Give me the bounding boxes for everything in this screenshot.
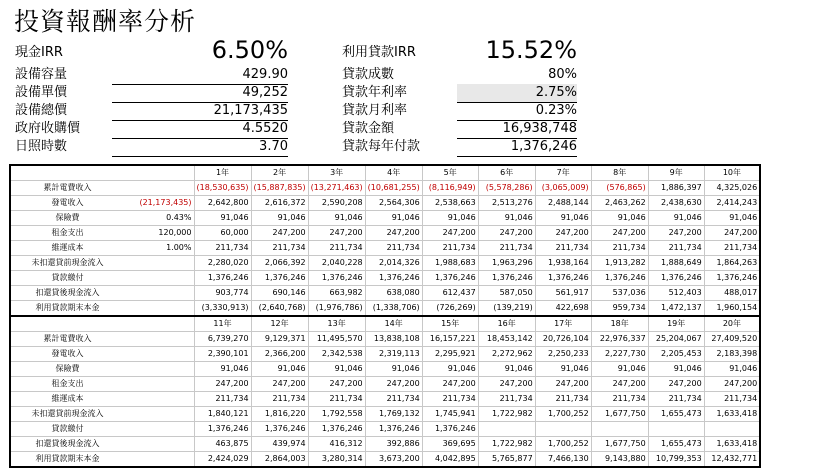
year-header: 14年	[365, 316, 422, 332]
table-cell: (13,271,463)	[308, 181, 365, 196]
table-cell: 7,466,130	[535, 452, 591, 468]
table-cell: 1,722,982	[478, 407, 535, 422]
table-cell: 211,734	[704, 392, 760, 407]
table-cell: 22,976,337	[591, 332, 648, 347]
table-row	[10, 226, 760, 241]
table-cell: 1,376,246	[422, 422, 478, 437]
table-cell: 1,840,121	[194, 407, 251, 422]
summary-value: 1,376,246	[457, 138, 577, 157]
table-row	[10, 271, 760, 286]
right-summary-row	[342, 84, 582, 102]
table-cell: 1,376,246	[591, 271, 648, 286]
table-cell: 1,722,982	[478, 437, 535, 452]
row-label: 保險費	[10, 362, 124, 377]
table-cell: 247,200	[308, 226, 365, 241]
table-cell: 2,066,392	[251, 256, 308, 271]
table-cell: 1,988,683	[422, 256, 478, 271]
table-cell: 211,734	[478, 392, 535, 407]
table-cell: 91,046	[478, 211, 535, 226]
year-header: 4年	[365, 165, 422, 181]
table-cell: 2,590,208	[308, 196, 365, 211]
table-cell: 1,376,246	[251, 422, 308, 437]
table-row	[10, 362, 760, 377]
table-cell: 1,913,282	[591, 256, 648, 271]
row-label: 保險費	[10, 211, 124, 226]
year-header: 3年	[308, 165, 365, 181]
table-cell: 211,734	[591, 392, 648, 407]
table-cell	[704, 422, 760, 437]
table-cell: (3,330,913)	[194, 301, 251, 317]
table-cell: 91,046	[422, 211, 478, 226]
summary-value: 16,938,748	[457, 120, 577, 139]
table-cell: 247,200	[251, 226, 308, 241]
summary-value: 6.50%	[211, 36, 288, 64]
table-cell: 1,769,132	[365, 407, 422, 422]
page-title: 投資報酬率分析	[14, 7, 197, 36]
table-cell: 2,040,228	[308, 256, 365, 271]
table-cell: 1,655,473	[648, 437, 704, 452]
table-cell: 6,739,270	[194, 332, 251, 347]
table-cell: 2,014,326	[365, 256, 422, 271]
table-cell: 1,864,263	[704, 256, 760, 271]
year-header-row	[10, 316, 760, 332]
table-cell: (1,338,706)	[365, 301, 422, 317]
table-row	[10, 301, 760, 317]
summary-label: 貸款每年付款	[342, 139, 421, 154]
table-cell	[648, 422, 704, 437]
table-cell: 1,816,220	[251, 407, 308, 422]
table-cell: 247,200	[648, 377, 704, 392]
row-label: 利用貸款期末本金	[10, 452, 124, 468]
table-cell: 247,200	[422, 377, 478, 392]
year-header: 15年	[422, 316, 478, 332]
row-param	[124, 181, 194, 196]
table-cell: 247,200	[478, 226, 535, 241]
row-label: 發電收入	[10, 347, 124, 362]
table-row	[10, 347, 760, 362]
left-summary-row	[15, 84, 335, 102]
table-cell: 211,734	[251, 392, 308, 407]
row-param: (21,173,435)	[124, 196, 194, 211]
summary-value: 80%	[457, 66, 577, 85]
table-cell: 211,734	[422, 241, 478, 256]
table-cell: (726,269)	[422, 301, 478, 317]
year-header: 11年	[194, 316, 251, 332]
table-cell: 91,046	[251, 362, 308, 377]
table-cell: 211,734	[194, 241, 251, 256]
summary-value: 0.23%	[457, 102, 577, 121]
table-cell: 211,734	[591, 241, 648, 256]
table-cell: 2,438,630	[648, 196, 704, 211]
summary-value: 4.5520	[112, 120, 288, 139]
header-blank	[124, 316, 194, 332]
row-param	[124, 286, 194, 301]
table-cell: 2,272,962	[478, 347, 535, 362]
table-cell: 91,046	[704, 211, 760, 226]
row-param	[124, 271, 194, 286]
row-label: 貸款繳付	[10, 422, 124, 437]
table-cell: 91,046	[478, 362, 535, 377]
table-cell: 91,046	[648, 362, 704, 377]
table-cell: 1,376,246	[194, 422, 251, 437]
table-cell: 91,046	[365, 211, 422, 226]
table-cell: 1,472,137	[648, 301, 704, 317]
row-param	[124, 437, 194, 452]
summary-label: 政府收購價	[15, 121, 81, 136]
row-param	[124, 452, 194, 468]
table-cell: 91,046	[422, 362, 478, 377]
table-cell: 91,046	[308, 362, 365, 377]
table-cell: 2,280,020	[194, 256, 251, 271]
table-cell: 1,376,246	[365, 422, 422, 437]
table-cell: 2,183,398	[704, 347, 760, 362]
row-label: 累計電費收入	[10, 332, 124, 347]
table-cell	[478, 422, 535, 437]
table-cell: 247,200	[535, 377, 591, 392]
row-label: 維運成本	[10, 392, 124, 407]
table-cell: 1,376,246	[365, 271, 422, 286]
header-blank	[10, 316, 124, 332]
row-label: 扣還貸後現金流入	[10, 437, 124, 452]
table-cell: 1,677,750	[591, 407, 648, 422]
year-header: 17年	[535, 316, 591, 332]
table-cell: 488,017	[704, 286, 760, 301]
table-cell: 247,200	[704, 226, 760, 241]
table-cell: 3,673,200	[365, 452, 422, 468]
table-cell: 2,424,029	[194, 452, 251, 468]
table-cell: 369,695	[422, 437, 478, 452]
summary-value: 15.52%	[485, 36, 577, 64]
table-cell: (10,681,255)	[365, 181, 422, 196]
table-cell: 211,734	[308, 392, 365, 407]
table-row	[10, 211, 760, 226]
table-cell: 18,453,142	[478, 332, 535, 347]
table-cell: 91,046	[535, 211, 591, 226]
summary-value: 49,252	[112, 84, 288, 103]
table-cell: 211,734	[194, 392, 251, 407]
table-cell: 2,366,200	[251, 347, 308, 362]
table-cell: 1,633,418	[704, 407, 760, 422]
table-cell: 1,886,397	[648, 181, 704, 196]
year-header: 2年	[251, 165, 308, 181]
table-row	[10, 437, 760, 452]
table-row	[10, 407, 760, 422]
table-cell: 903,774	[194, 286, 251, 301]
table-cell: (576,865)	[591, 181, 648, 196]
table-cell: (18,530,635)	[194, 181, 251, 196]
table-row	[10, 392, 760, 407]
table-row	[10, 377, 760, 392]
year-header: 18年	[591, 316, 648, 332]
table-cell: 9,143,880	[591, 452, 648, 468]
row-param: 0.43%	[124, 211, 194, 226]
table-cell: 2,864,003	[251, 452, 308, 468]
row-param	[124, 422, 194, 437]
row-param: 1.00%	[124, 241, 194, 256]
row-param	[124, 362, 194, 377]
summary-label: 設備總價	[15, 103, 68, 118]
table-cell: 537,036	[591, 286, 648, 301]
right-summary-row	[342, 66, 582, 84]
table-cell: 20,726,104	[535, 332, 591, 347]
table-cell: 2,342,538	[308, 347, 365, 362]
table-cell: 91,046	[648, 211, 704, 226]
row-label: 未扣還貸前現金流入	[10, 407, 124, 422]
table-cell: 1,376,246	[535, 271, 591, 286]
row-param	[124, 377, 194, 392]
table-cell: 1,700,252	[535, 407, 591, 422]
table-cell: 463,875	[194, 437, 251, 452]
summary-label: 貸款年利率	[342, 85, 408, 100]
year-header: 16年	[478, 316, 535, 332]
year-header: 10年	[704, 165, 760, 181]
table-cell: 247,200	[308, 377, 365, 392]
table-cell: (3,065,009)	[535, 181, 591, 196]
table-cell: 25,204,067	[648, 332, 704, 347]
table-cell: 439,974	[251, 437, 308, 452]
table-cell: 2,205,453	[648, 347, 704, 362]
table-cell: 2,227,730	[591, 347, 648, 362]
table-cell: 91,046	[308, 211, 365, 226]
table-cell: 211,734	[704, 241, 760, 256]
year-header: 7年	[535, 165, 591, 181]
table-cell: 211,734	[365, 392, 422, 407]
table-cell: 2,538,663	[422, 196, 478, 211]
summary-label: 貸款月利率	[342, 103, 408, 118]
table-cell: 612,437	[422, 286, 478, 301]
table-row	[10, 181, 760, 196]
year-header: 6年	[478, 165, 535, 181]
table-cell: 1,888,649	[648, 256, 704, 271]
table-cell: 2,642,800	[194, 196, 251, 211]
row-label: 租金支出	[10, 226, 124, 241]
year-header-row	[10, 165, 760, 181]
table-cell: 3,280,314	[308, 452, 365, 468]
row-param	[124, 392, 194, 407]
year-header: 19年	[648, 316, 704, 332]
table-cell: 13,838,108	[365, 332, 422, 347]
table-cell: 9,129,371	[251, 332, 308, 347]
right-summary-row	[342, 102, 582, 120]
year-header: 8年	[591, 165, 648, 181]
table-cell: 663,982	[308, 286, 365, 301]
year-header: 1年	[194, 165, 251, 181]
table-cell: 2,488,144	[535, 196, 591, 211]
table-cell: 247,200	[591, 377, 648, 392]
table-cell: 1,376,246	[422, 271, 478, 286]
table-cell: 1,960,154	[704, 301, 760, 317]
table-cell: 638,080	[365, 286, 422, 301]
table-cell: 211,734	[535, 241, 591, 256]
row-param	[124, 332, 194, 347]
table-cell: 10,799,353	[648, 452, 704, 468]
summary-value: 2.75%	[457, 84, 577, 103]
header-blank	[124, 165, 194, 181]
table-cell: 2,390,101	[194, 347, 251, 362]
table-cell: 4,042,895	[422, 452, 478, 468]
table-cell: 1,376,246	[308, 271, 365, 286]
right-summary-row	[342, 120, 582, 138]
table-cell: 2,564,306	[365, 196, 422, 211]
table-cell: 211,734	[251, 241, 308, 256]
table-row	[10, 286, 760, 301]
table-cell: 1,655,473	[648, 407, 704, 422]
table-cell: 561,917	[535, 286, 591, 301]
table-cell: 416,312	[308, 437, 365, 452]
table-cell: 91,046	[591, 211, 648, 226]
table-cell: 211,734	[365, 241, 422, 256]
summary-label: 利用貸款IRR	[342, 45, 416, 60]
table-cell: 1,700,252	[535, 437, 591, 452]
table-cell: 91,046	[591, 362, 648, 377]
table-cell: 1,792,558	[308, 407, 365, 422]
table-cell: (139,219)	[478, 301, 535, 317]
table-cell: 247,200	[251, 377, 308, 392]
year-header: 5年	[422, 165, 478, 181]
table-cell: 1,633,418	[704, 437, 760, 452]
table-cell: 91,046	[704, 362, 760, 377]
table-cell: 2,250,233	[535, 347, 591, 362]
summary-value: 21,173,435	[112, 102, 288, 121]
table-cell: 1,938,164	[535, 256, 591, 271]
row-param: 120,000	[124, 226, 194, 241]
table-row	[10, 332, 760, 347]
header-blank	[10, 165, 124, 181]
row-param	[124, 347, 194, 362]
table-cell: 60,000	[194, 226, 251, 241]
table-cell: 211,734	[422, 392, 478, 407]
table-cell: 91,046	[365, 362, 422, 377]
table-row	[10, 422, 760, 437]
table-cell: 5,765,877	[478, 452, 535, 468]
table-cell: 211,734	[478, 241, 535, 256]
table-cell: 247,200	[194, 377, 251, 392]
summary-label: 貸款成數	[342, 67, 395, 82]
table-cell: 247,200	[422, 226, 478, 241]
table-cell: (2,640,768)	[251, 301, 308, 317]
table-cell: 211,734	[535, 392, 591, 407]
table-cell: 2,463,262	[591, 196, 648, 211]
table-cell: 2,513,276	[478, 196, 535, 211]
table-cell: 91,046	[251, 211, 308, 226]
row-label: 發電收入	[10, 196, 124, 211]
table-cell: 91,046	[535, 362, 591, 377]
table-cell: 247,200	[365, 377, 422, 392]
table-cell: 4,325,026	[704, 181, 760, 196]
left-summary-row	[15, 138, 335, 156]
table-cell: 247,200	[478, 377, 535, 392]
row-label: 累計電費收入	[10, 181, 124, 196]
year-header: 20年	[704, 316, 760, 332]
table-cell: 392,886	[365, 437, 422, 452]
row-param	[124, 301, 194, 317]
table-cell: 12,432,771	[704, 452, 760, 468]
table-cell: 2,414,243	[704, 196, 760, 211]
table-cell: 91,046	[194, 362, 251, 377]
table-cell: 1,376,246	[308, 422, 365, 437]
summary-label: 日照時數	[15, 139, 68, 154]
table-cell: 2,616,372	[251, 196, 308, 211]
year-header: 13年	[308, 316, 365, 332]
summary-value: 3.70	[112, 138, 288, 157]
row-label: 維運成本	[10, 241, 124, 256]
table-cell: (8,116,949)	[422, 181, 478, 196]
table-row	[10, 452, 760, 468]
row-label: 利用貸款期末本金	[10, 301, 124, 317]
summary-label: 現金IRR	[15, 45, 63, 60]
year-header: 12年	[251, 316, 308, 332]
table-cell: 1,376,246	[704, 271, 760, 286]
table-cell: 91,046	[194, 211, 251, 226]
row-label: 租金支出	[10, 377, 124, 392]
row-label: 貸款繳付	[10, 271, 124, 286]
row-param	[124, 256, 194, 271]
table-row	[10, 241, 760, 256]
table-row	[10, 196, 760, 211]
irr-table	[9, 164, 761, 468]
left-summary-row	[15, 36, 335, 66]
table-cell: 2,319,113	[365, 347, 422, 362]
table-cell: 587,050	[478, 286, 535, 301]
table-cell: (1,976,786)	[308, 301, 365, 317]
table-cell: 211,734	[648, 392, 704, 407]
summary-value: 429.90	[112, 66, 288, 85]
table-cell: 247,200	[365, 226, 422, 241]
table-cell: 2,295,921	[422, 347, 478, 362]
table-cell: (15,887,835)	[251, 181, 308, 196]
table-cell: 11,495,570	[308, 332, 365, 347]
table-cell: 247,200	[704, 377, 760, 392]
table-cell: 512,403	[648, 286, 704, 301]
summary-label: 貸款金額	[342, 121, 395, 136]
summary-label: 設備容量	[15, 67, 68, 82]
table-cell: 959,734	[591, 301, 648, 317]
table-cell: 247,200	[648, 226, 704, 241]
table-cell: 211,734	[308, 241, 365, 256]
table-cell: 1,963,296	[478, 256, 535, 271]
table-cell: 1,745,941	[422, 407, 478, 422]
table-cell: 422,698	[535, 301, 591, 317]
table-cell: 16,157,221	[422, 332, 478, 347]
table-cell: 247,200	[535, 226, 591, 241]
summary-label: 設備單價	[15, 85, 68, 100]
left-summary-row	[15, 66, 335, 84]
table-cell: 690,146	[251, 286, 308, 301]
table-cell: 27,409,520	[704, 332, 760, 347]
table-cell: 211,734	[648, 241, 704, 256]
table-cell	[535, 422, 591, 437]
left-summary-row	[15, 102, 335, 120]
right-summary-row	[342, 138, 582, 156]
table-cell: 1,376,246	[478, 271, 535, 286]
right-summary-row	[342, 36, 582, 66]
year-header: 9年	[648, 165, 704, 181]
table-cell: 1,677,750	[591, 437, 648, 452]
table-cell: 1,376,246	[251, 271, 308, 286]
left-summary-row	[15, 120, 335, 138]
table-cell: (5,578,286)	[478, 181, 535, 196]
row-label: 扣還貸後現金流入	[10, 286, 124, 301]
table-row	[10, 256, 760, 271]
table-cell	[591, 422, 648, 437]
row-label: 未扣還貸前現金流入	[10, 256, 124, 271]
table-cell: 247,200	[591, 226, 648, 241]
table-cell: 1,376,246	[648, 271, 704, 286]
row-param	[124, 407, 194, 422]
table-cell: 1,376,246	[194, 271, 251, 286]
